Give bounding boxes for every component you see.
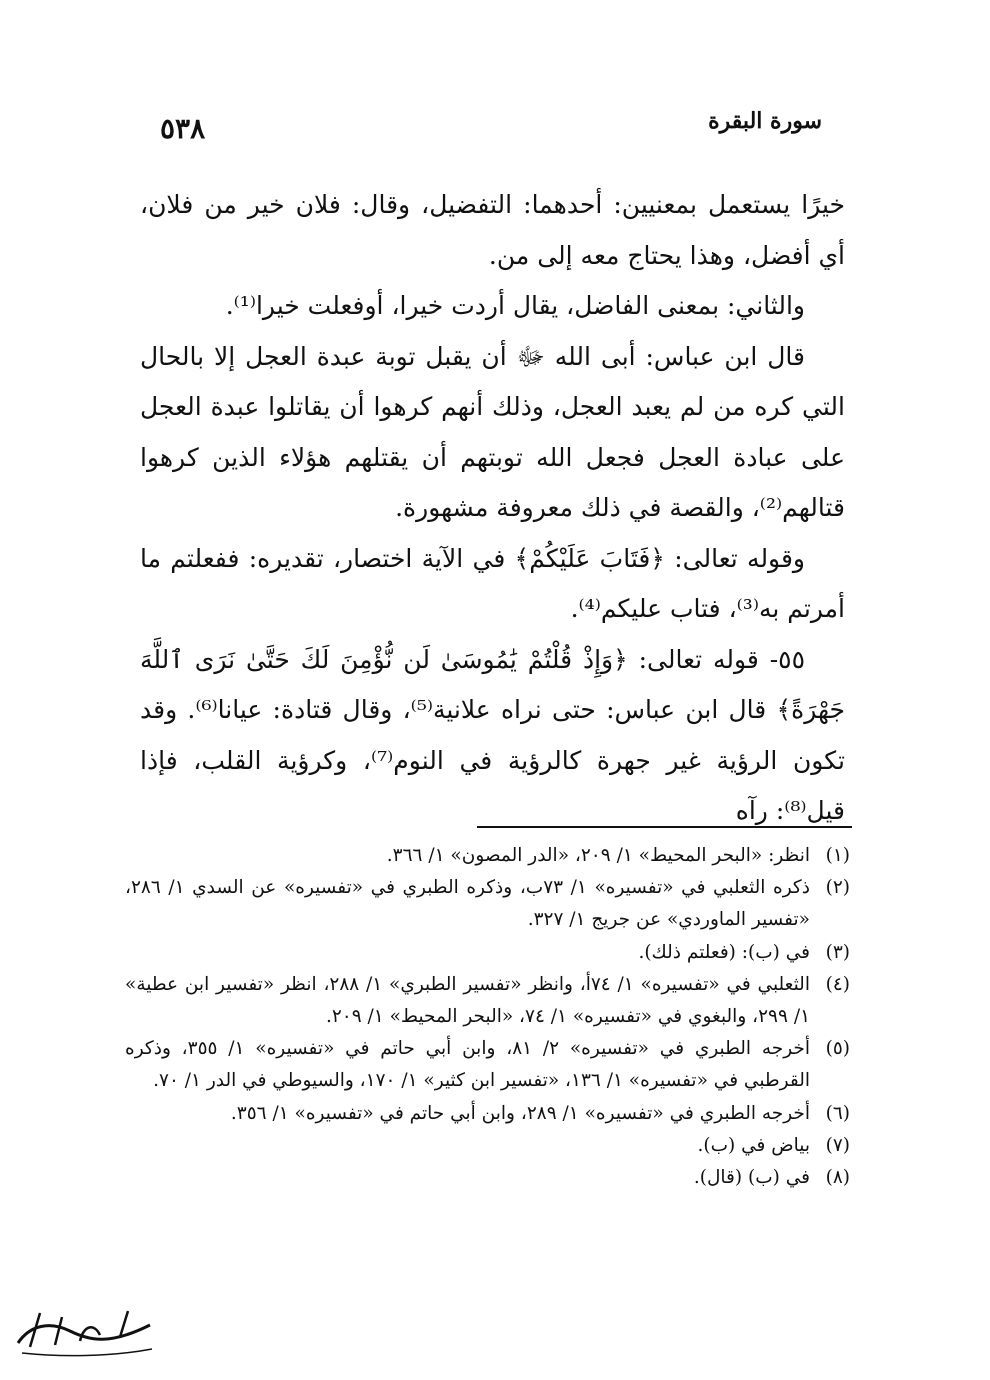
footnote-text: أخرجه الطبري في «تفسيره» ١/ ٢٨٩، وابن أبي حاتم في «تفسيره» ١/ ٣٥٦. [230,1102,810,1124]
footnote-item [125,1130,850,1162]
footnote-item [125,1162,850,1194]
logo-graphic [10,1295,160,1365]
footnote-item [125,1098,850,1130]
footnote-item [125,1033,850,1097]
paragraph: وقوله تعالى: ﴿فَتَابَ عَلَيْكُمْ﴾ في الآية اختصار، تقديره: ففعلتم ما أمرتم به⁽³⁾، فتاب عليكم⁽⁴⁾. [140,543,845,623]
footnotes [125,840,850,1194]
footnote-number: (٥) [825,1038,850,1060]
footnote-text: الثعلبي في «تفسيره» ١/ ٧٤أ، وانظر «تفسير الطبري» ١/ ٢٨٨، انظر «تفسير ابن عطية» ١/ ٢٩٩، والبغوي في «تفسيره» ١/ ٧٤، «البحر المحيط» ١/ ٢٠٩. [125,973,810,1028]
main-text [140,180,845,837]
page-number: ٥٣٨ [160,112,206,145]
footnote-number: (٤) [825,973,850,995]
publisher-logo-icon [10,1295,160,1365]
footnote-number: (٣) [825,941,850,963]
paragraph: ٥٥- قوله تعالى: ﴿وَإِذْ قُلْتُمْ يَٰمُوسَىٰ لَن نُّؤْمِنَ لَكَ حَتَّىٰ نَرَى ٱللَّهَ جَهْرَةً﴾ قال ابن عباس: حتى نراه علانية⁽⁵⁾، وقال قتادة: عيانا⁽⁶⁾. وقد تكون الرؤية غير جهرة كالرؤية في النوم⁽⁷⁾، وكرؤية القلب، فإذا قيل⁽⁸⁾: رآه [140,644,845,825]
paragraph: قال ابن عباس: أبى الله ﷻ أن يقبل توبة عبدة العجل إلا بالحال التي كره من لم يعبد العجل، وذلك أنهم كرهوا أن يقاتلوا عبدة العجل على عبادة العجل فجعل الله توبتهم أن يقتلهم هؤلاء الذين كرهوا قتالهم⁽²⁾، والقصة في ذلك معروفة مشهورة. [140,341,845,522]
footnote-number: (٦) [825,1102,850,1124]
footnote-divider [477,826,852,828]
footnote-text: في (ب): (فعلتم ذلك). [638,941,810,963]
footnote-item [125,969,850,1033]
footnote-item [125,937,850,969]
footnote-text: انظر: «البحر المحيط» ١/ ٢٠٩، «الدر المصون» ١/ ٣٦٦. [386,845,810,866]
footnote-text: ذكره الثعلبي في «تفسيره» ١/ ٧٣ب، وذكره الطبري في «تفسيره» عن السدي ١/ ٢٨٦، «تفسير الماوردي» عن جريج ١/ ٣٢٧. [125,877,810,931]
footnote-item [125,840,850,872]
logo-stroke [18,1325,150,1343]
footnote-item [125,872,850,936]
surah-name: سورة البقرة [708,108,822,134]
paragraph: والثاني: بمعنى الفاضل، يقال أردت خيرا، أوفعلت خيرا⁽¹⁾. [225,291,805,320]
footnote-number: (٨) [825,1167,850,1189]
footnote-text: أخرجه الطبري في «تفسيره» ٢/ ٨١، وابن أبي حاتم في «تفسيره» ١/ ٣٥٥، وذكره القرطبي في «تفسيره» ١/ ١٣٦، «تفسير ابن كثير» ١/ ١٧٠، والسيوطي في الدر ١/ ٧٠. [125,1038,811,1092]
footnote-text: في (ب) (قال). [693,1167,810,1189]
logo-stroke [30,1311,128,1347]
footnote-number: (٧) [825,1134,850,1156]
footnote-number: (٢) [825,877,850,899]
paragraph: خيرًا يستعمل بمعنيين: أحدهما: التفضيل، وقال: فلان خير من فلان، أي أفضل، وهذا يحتاج معه إلى من. [140,190,845,270]
page-header [160,108,822,148]
footnote-number: (١) [825,845,850,866]
logo-underline [22,1349,152,1356]
footnote-text: بياض في (ب). [697,1134,810,1156]
